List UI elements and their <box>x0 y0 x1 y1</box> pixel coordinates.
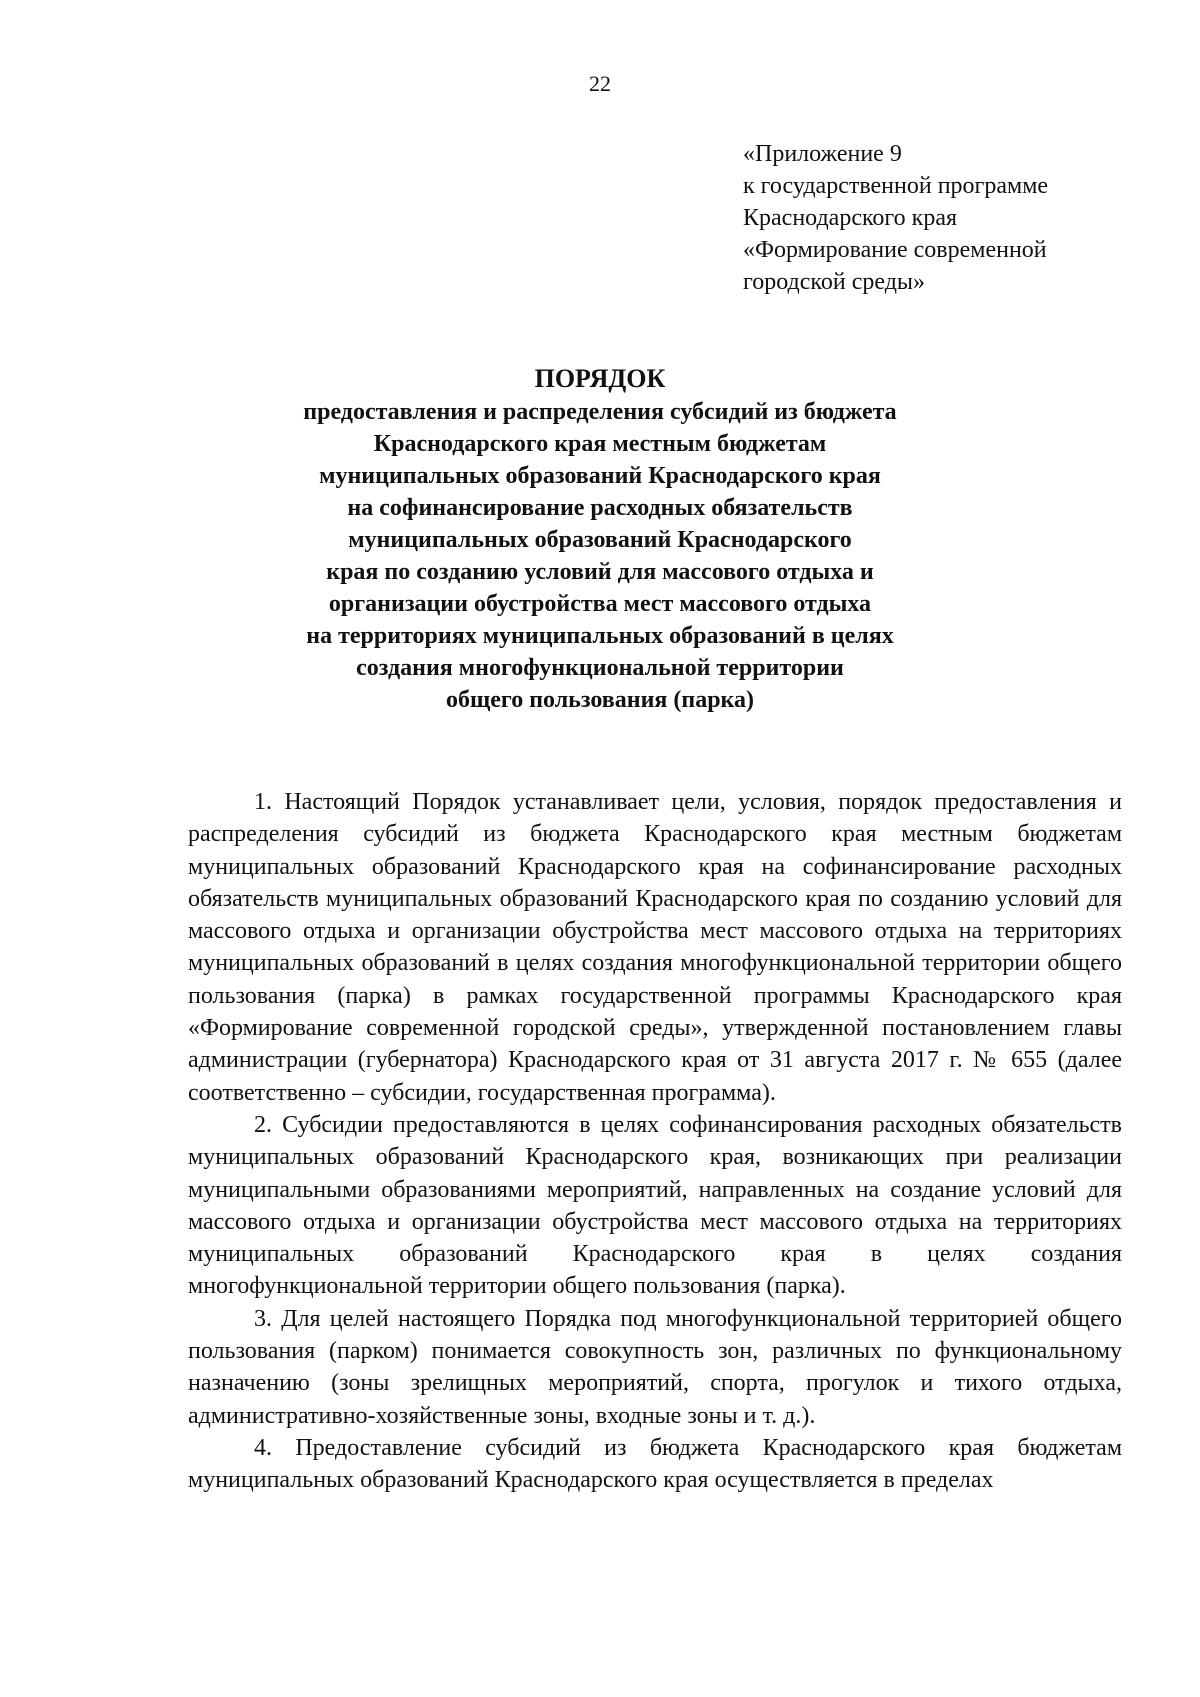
appendix-line: «Формирование современной <box>743 237 1047 263</box>
title-line: муниципальных образований Краснодарского <box>348 527 852 553</box>
paragraph-4: 4. Предоставление субсидий из бюджета Краснодарского края бюджетам муниципальных образований Краснодарского края осуществляется в пределах <box>188 1434 1122 1494</box>
title-line: на софинансирование расходных обязательств <box>347 495 853 521</box>
title-line: общего пользования (парка) <box>445 687 754 713</box>
appendix-line: к государственной программе <box>743 173 1049 199</box>
title-line: создания многофункциональной территории <box>356 655 844 681</box>
paragraph-2: 2. Субсидии предоставляются в целях софинансирования расходных обязательств муниципальных образований Краснодарского края, возникающих при реализации муниципальными образованиями мероприятий, направленных на создание условий для массового отдыха и организации обустройства мест массового отдыха на территориях муниципальных образований Краснодарского края в целях создания многофункциональной территории общего пользования (парка). <box>188 1111 1122 1300</box>
document-title <box>0 362 1200 716</box>
appendix-line: городской среды» <box>743 269 926 295</box>
title-main: ПОРЯДОК <box>534 364 666 393</box>
title-line: Краснодарского края местным бюджетам <box>373 431 827 457</box>
appendix-reference <box>743 138 1048 298</box>
title-line: муниципальных образований Краснодарского края <box>319 463 881 489</box>
title-line: на территориях муниципальных образований в целях <box>306 623 894 649</box>
title-line: организации обустройства мест массового отдыха <box>328 591 872 617</box>
appendix-line: Краснодарского края <box>743 205 958 231</box>
document-body <box>188 786 1122 1497</box>
page-number: 22 <box>589 71 611 96</box>
title-line: предоставления и распределения субсидий из бюджета <box>303 399 897 425</box>
appendix-line: «Приложение 9 <box>743 141 902 167</box>
title-line: края по созданию условий для массового отдыха и <box>326 559 874 585</box>
paragraph-3: 3. Для целей настоящего Порядка под многофункциональной территорией общего пользования (парком) понимается совокупность зон, различных по функциональному назначению (зоны зрелищных мероприятий, спорта, прогулок и тихого отдыха, административно-хозяйственные зоны, входные зоны и т. д.). <box>188 1305 1122 1429</box>
paragraph-1: 1. Настоящий Порядок устанавливает цели, условия, порядок предоставления и распределения субсидий из бюджета Краснодарского края местным бюджетам муниципальных образований Краснодарского края на софинансирование расходных обязательств муниципальных образований Краснодарского края по созданию условий для массового отдыха и организации обустройства мест массового отдыха на территориях муниципальных образований в целях создания многофункциональной территории общего пользования (парка) в рамках государственной программы Краснодарского края «Формирование современной городской среды», утвержденной постановлением главы администрации (губернатора) Краснодарского края от 31 августа 2017 г. № 655 (далее соответственно – субсидии, государственная программа). <box>188 789 1122 1106</box>
